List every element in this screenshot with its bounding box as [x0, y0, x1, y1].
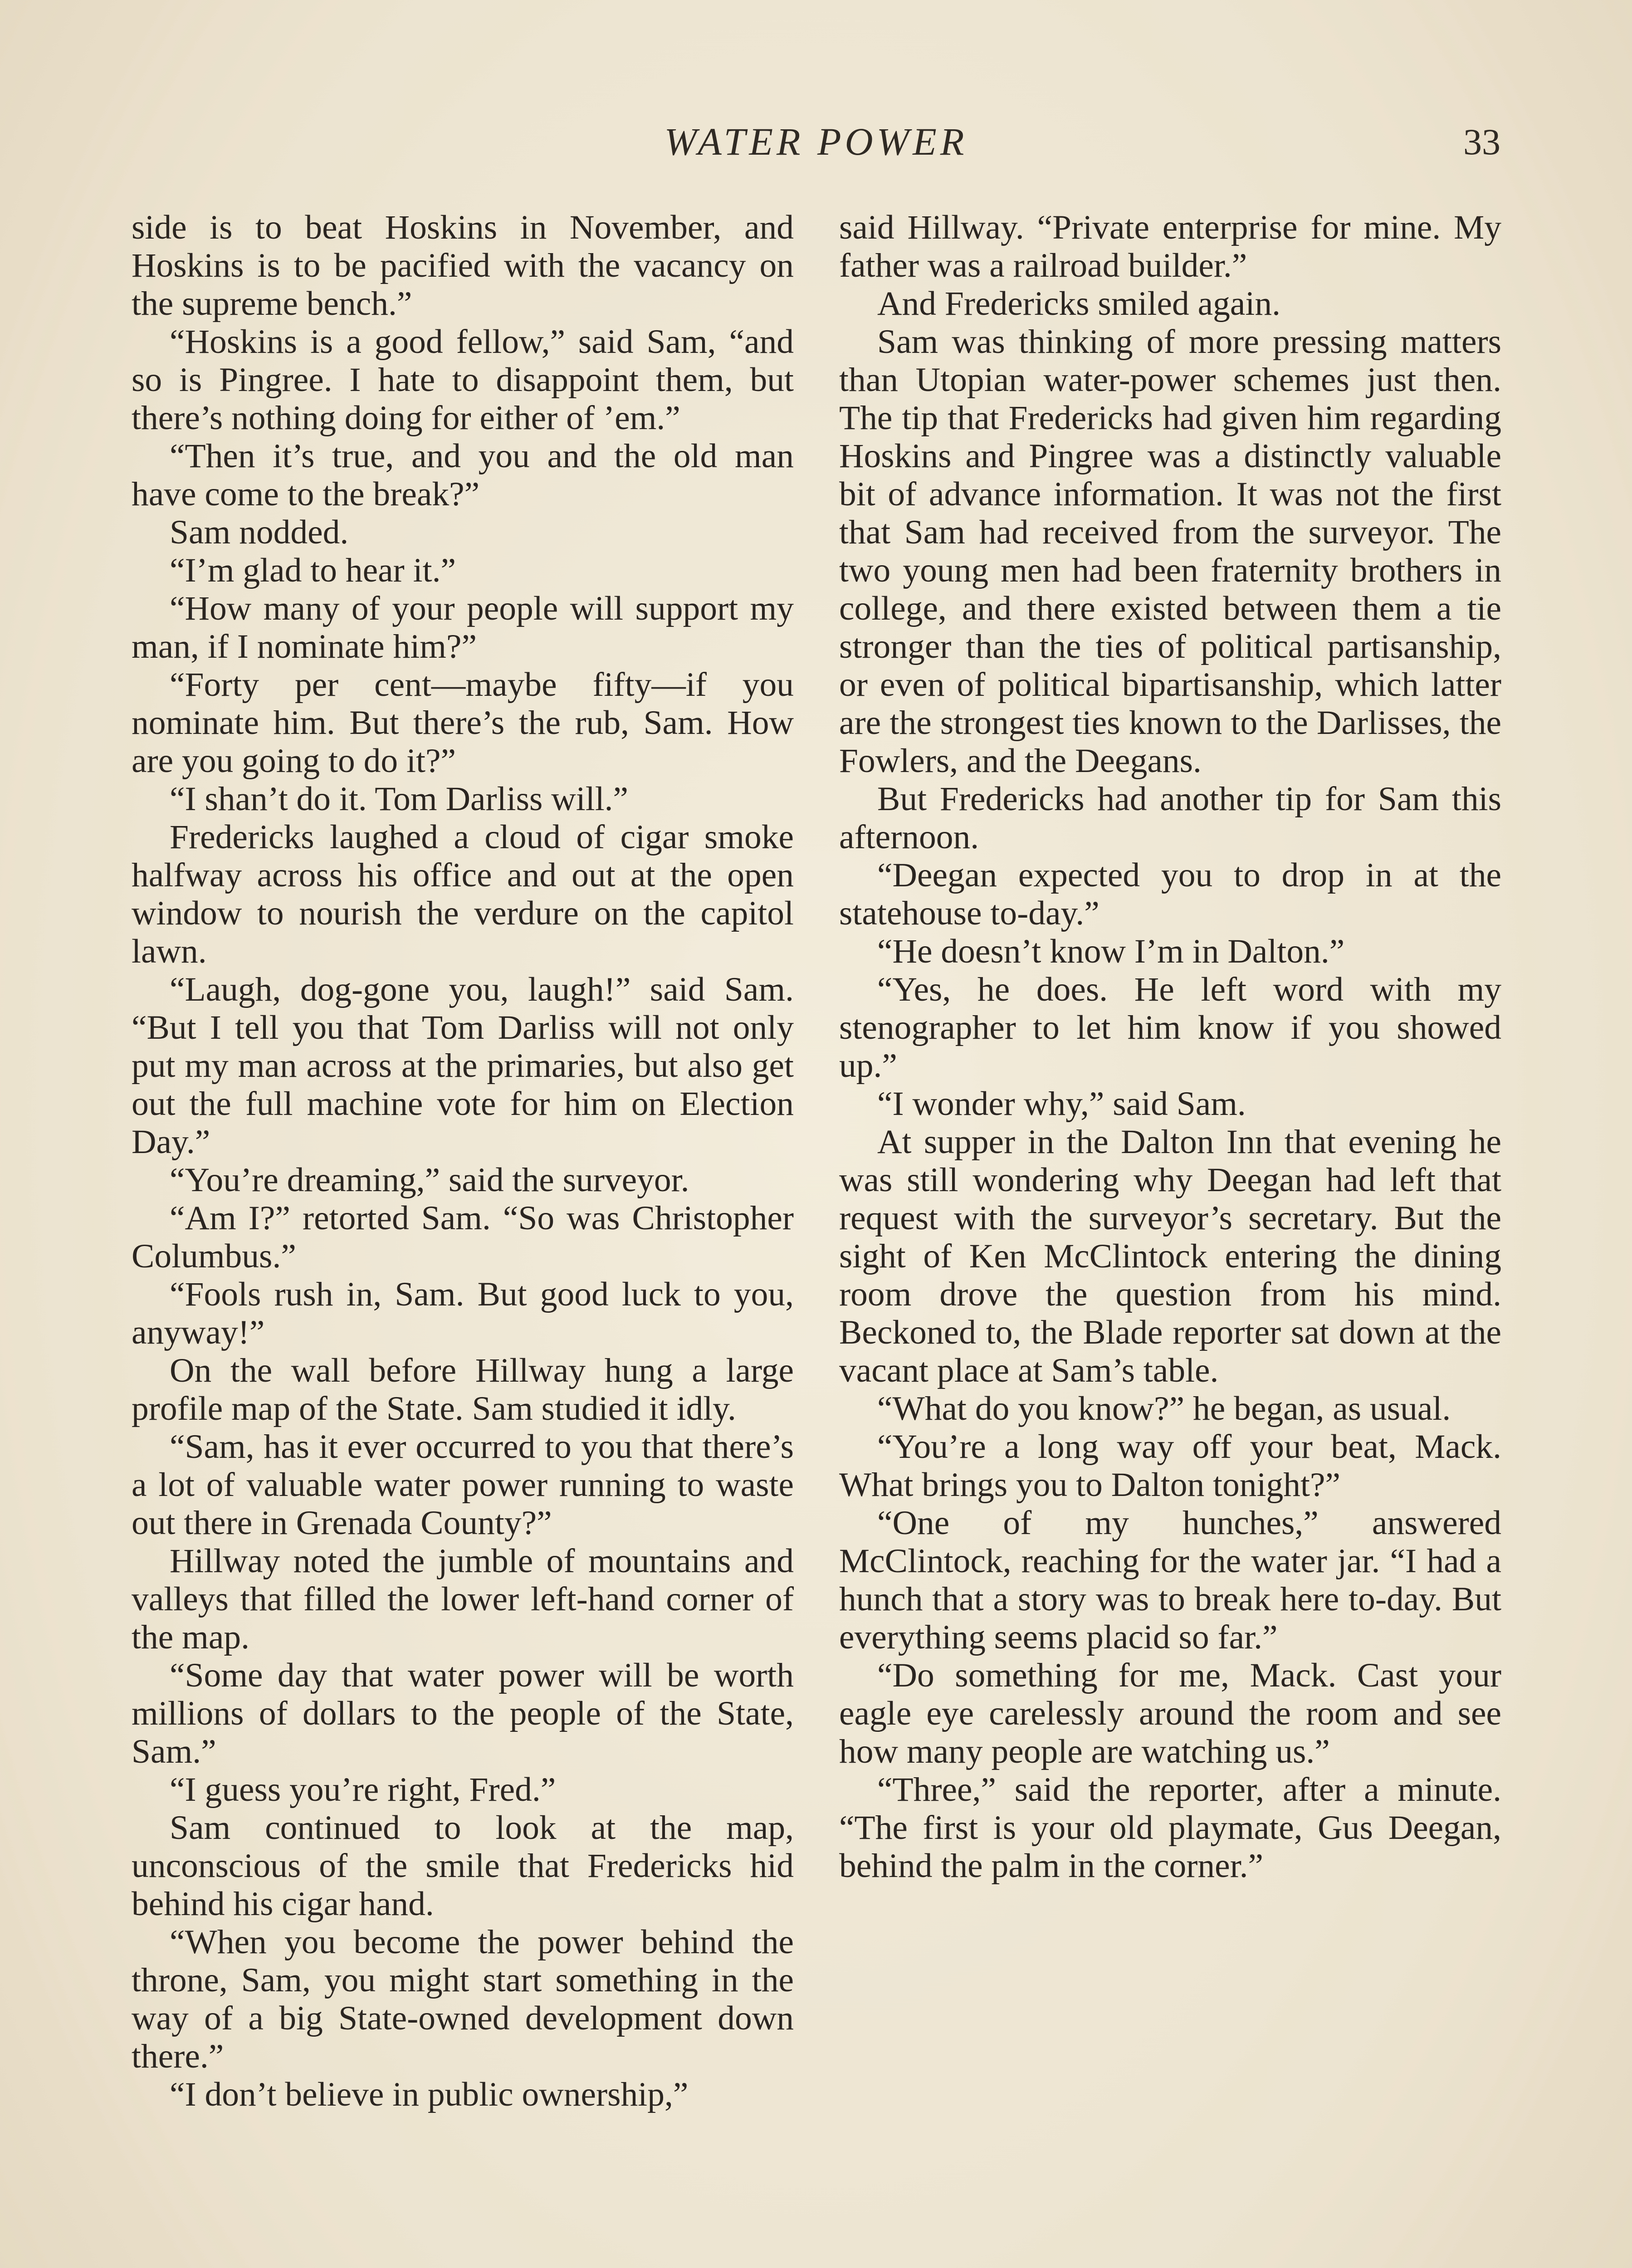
running-title: WATER POWER [664, 120, 968, 163]
paragraph: Sam was thinking of more pressing matters than Utopian water-power schemes just then. The tip that Fredericks had given him regarding Hoskins and Pingree was a distinctly valuable bit of advance information. It was not the first that Sam had received from the surveyor. The two young men had been fraternity brothers in college, and there existed between them a tie stronger than the ties of political partisanship, or even of political bipartisanship, which latter are the strongest ties known to the Darlisses, the Fowlers, and the Deegans. [839, 323, 1501, 780]
paragraph: side is to beat Hoskins in November, and Hoskins is to be pacified with the vacancy on the supreme bench.” [132, 209, 794, 323]
right-column [839, 209, 1501, 1885]
paragraph: Fredericks laughed a cloud of cigar smoke halfway across his office and out at the open window to nourish the verdure on the capitol lawn. [132, 818, 794, 970]
paragraph: “Three,” said the reporter, after a minute. “The first is your old playmate, Gus Deegan, behind the palm in the corner.” [839, 1771, 1501, 1885]
paragraph: “I wonder why,” said Sam. [877, 1085, 1246, 1123]
page-number: 33 [1463, 121, 1500, 162]
paragraph: “Hoskins is a good fellow,” said Sam, “and so is Pingree. I hate to disappoint them, but there’s nothing doing for either of ’em.” [132, 323, 794, 437]
paragraph: “Am I?” retorted Sam. “So was Christopher Columbus.” [132, 1199, 794, 1275]
paragraph: Sam nodded. [170, 513, 349, 551]
paragraph: Hillway noted the jumble of mountains and valleys that filled the lower left-hand corner of the map. [132, 1542, 794, 1656]
paragraph: Sam continued to look at the map, unconscious of the smile that Fredericks hid behind his cigar hand. [132, 1809, 794, 1923]
paragraph: said Hillway. “Private enterprise for mine. My father was a railroad builder.” [839, 209, 1501, 284]
paragraph: “You’re a long way off your beat, Mack. What brings you to Dalton tonight?” [839, 1428, 1501, 1504]
paragraph: “You’re dreaming,” said the surveyor. [170, 1161, 689, 1199]
paragraph: “Fools rush in, Sam. But good luck to you, anyway!” [132, 1276, 794, 1351]
paragraph: “When you become the power behind the throne, Sam, you might start something in the way of a big State-owned development down there.” [132, 1923, 794, 2075]
paragraph: “Some day that water power will be worth millions of dollars to the people of the State, Sam.” [132, 1657, 794, 1770]
paragraph: “Deegan expected you to drop in at the statehouse to-day.” [839, 856, 1501, 932]
paragraph: “He doesn’t know I’m in Dalton.” [877, 933, 1345, 970]
paragraph: “Yes, he does. He left word with my stenographer to let him know if you showed up.” [839, 971, 1501, 1085]
paragraph: “Forty per cent—maybe fifty—if you nominate him. But there’s the rub, Sam. How are you going to do it?” [132, 666, 794, 780]
paragraph: “How many of your people will support my man, if I nominate him?” [132, 590, 794, 665]
paragraph: “I don’t believe in public ownership,” [170, 2076, 689, 2113]
paragraph: And Fredericks smiled again. [877, 285, 1281, 323]
running-head [0, 119, 1632, 169]
paragraph: But Fredericks had another tip for Sam this afternoon. [839, 780, 1501, 856]
paragraph: “Do something for me, Mack. Cast your eagle eye carelessly around the room and see how many people are watching us.” [839, 1657, 1501, 1770]
paragraph: On the wall before Hillway hung a large profile map of the State. Sam studied it idly. [132, 1352, 794, 1427]
paragraph: “One of my hunches,” answered McClintock, reaching for the water jar. “I had a hunch that a story was to break here to-day. But everything seems placid so far.” [839, 1504, 1501, 1656]
paragraph: “I shan’t do it. Tom Darliss will.” [170, 780, 629, 818]
paragraph: “Laugh, dog-gone you, laugh!” said Sam. “But I tell you that Tom Darliss will not only put my man across at the primaries, but also get out the full machine vote for him on Election Day.” [132, 971, 794, 1161]
paragraph: “Sam, has it ever occurred to you that there’s a lot of valuable water power running to waste out there in Grenada County?” [132, 1428, 794, 1542]
paragraph: “Then it’s true, and you and the old man have come to the break?” [132, 437, 794, 513]
paragraph: “I’m glad to hear it.” [170, 552, 456, 589]
left-column [132, 209, 794, 2114]
paragraph: “I guess you’re right, Fred.” [170, 1771, 556, 1809]
paragraph: At supper in the Dalton Inn that evening he was still wondering why Deegan had left that request with the surveyor’s secretary. But the sight of Ken McClintock entering the dining room drove the question from his mind. Beckoned to, the Blade reporter sat down at the vacant place at Sam’s table. [839, 1123, 1501, 1389]
paragraph: “What do you know?” he began, as usual. [877, 1390, 1451, 1427]
